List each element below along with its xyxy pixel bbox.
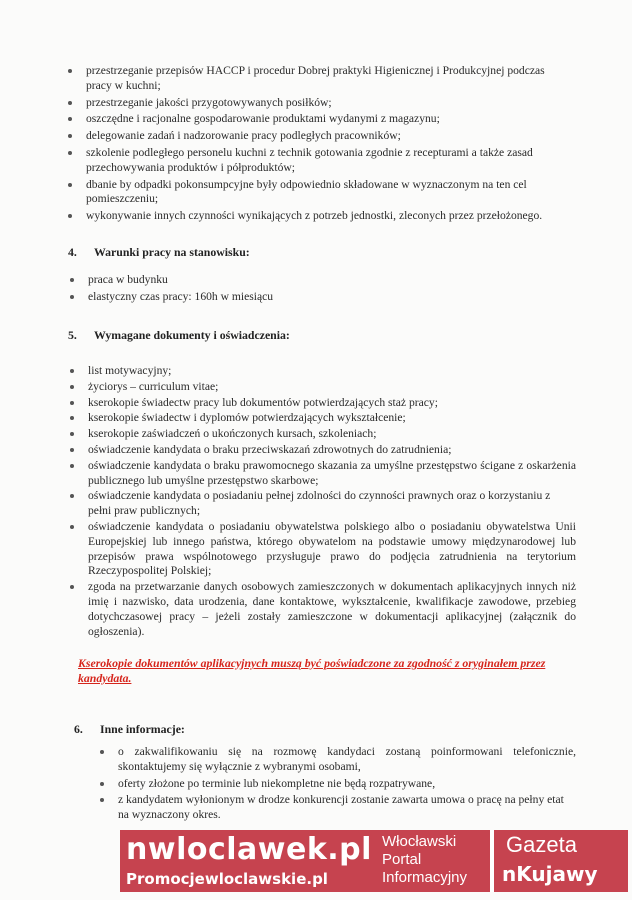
list-item	[68, 380, 576, 395]
list-item-text: kserokopie świadectw pracy lub dokumentów potwierdzających staż pracy;	[88, 395, 438, 409]
list-item	[68, 580, 576, 639]
list-item	[66, 178, 572, 208]
section-number: 4.	[68, 245, 77, 259]
bullet-icon	[68, 101, 72, 105]
list-item-text: z kandydatem wyłonionym w drodze konkurencji zostanie zawarta umowa o pracę na pełny etat na wyznaczony okres.	[118, 793, 564, 822]
bullet-icon	[70, 385, 74, 389]
list-item-text: życiorys – curriculum vitae;	[88, 379, 219, 393]
site-logo-text[interactable]: nwloclawek.pl	[126, 832, 372, 867]
list-item	[68, 396, 576, 411]
list-item-text: praca w budynku	[88, 273, 168, 286]
list-item-text: oświadczenie kandydata o posiadaniu pełnej zdolności do czynności prawnych oraz o korzystaniu z pełni praw publicznych;	[88, 489, 551, 518]
bullet-icon	[70, 464, 74, 468]
bullet-icon	[70, 278, 74, 282]
list-item-text: zgoda na przetwarzanie danych osobowych zamieszczonych w dokumentach aplikacyjnych innych niż imię i nazwisko, data urodzenia, dane kontaktowe, wykształcenie, kwalifikacje zawodowe, przebieg dotychczasowej pracy – jeżeli zostały zamieszczone w dokumentacji aplikacyjnej (załącznik do ogłoszenia).	[88, 580, 576, 638]
list-item-text: przestrzeganie jakości przygotowywanych posiłków;	[86, 95, 332, 109]
list-item	[68, 411, 576, 426]
bullet-icon	[70, 494, 74, 498]
section-5-heading	[68, 328, 290, 343]
bullet-icon	[68, 183, 72, 187]
list-item	[68, 364, 576, 379]
list-item	[98, 777, 576, 792]
bullet-icon	[70, 585, 74, 589]
bullet-icon	[70, 525, 74, 529]
list-item	[68, 489, 576, 519]
list-item-text: oferty złożone po terminie lub niekompletne nie będą rozpatrywane,	[118, 776, 436, 790]
list-item-text: przestrzeganie przepisów HACCP i procedur Dobrej praktyki Higienicznej i Produkcyjnej podczas pracy w kuchni;	[86, 64, 545, 92]
list-item	[98, 745, 576, 775]
work-conditions-list	[68, 273, 568, 305]
bullet-icon	[68, 117, 72, 121]
list-item	[66, 146, 572, 176]
list-item-text: oszczędne i racjonalne gospodarowanie produktami wydanymi z magazynu;	[86, 112, 440, 126]
list-item-text: oświadczenie kandydata o braku przeciwskazań zdrowotnych do zatrudnienia;	[88, 442, 452, 456]
footer-right-panel	[494, 830, 628, 892]
list-item-text: wykonywanie innych czynności wynikających z potrzeb jednostki, zleconych przez przełożonego.	[86, 209, 543, 223]
footer-banner	[120, 830, 628, 892]
certification-notice: Kserokopie dokumentów aplikacyjnych muszą być poświadczone za zgodność z oryginałem przez kandydata.	[78, 656, 546, 685]
bullet-icon	[70, 369, 74, 373]
bullet-icon	[70, 295, 74, 299]
list-item-text: delegowanie zadań i nadzorowanie pracy podległych pracowników;	[86, 129, 401, 143]
list-item	[68, 520, 576, 579]
list-item-text: o zakwalifikowaniu się na rozmowę kandydaci zostaną poinformowani telefonicznie, skontaktujemy się wyłącznie z wybranymi osobami,	[118, 745, 576, 773]
list-item	[66, 64, 572, 94]
list-item	[98, 793, 576, 823]
bullet-icon	[100, 798, 104, 802]
section-number: 6.	[74, 722, 83, 736]
portal-label: Włocławski Portal Informacyjny	[382, 833, 468, 886]
section-title: Inne informacje:	[100, 722, 185, 736]
kujawy-logo-text[interactable]: nKujawy	[502, 862, 598, 886]
list-item	[66, 209, 572, 224]
list-item-text: kserokopie zaświadczeń o ukończonych kursach, szkoleniach;	[88, 427, 377, 441]
bullet-icon	[70, 416, 74, 420]
list-item-text: oświadczenie kandydata o posiadaniu obywatelstwa polskiego albo o posiadaniu obywatelstwa Unii Europejskiej lub innego państwa, którego obywatelom na podstawie umowy międzynarodowej lub przepisów prawa wspólnotowego przysługuje prawo do podjęcia zatrudnienia na terytorium Rzeczypospolitej Polskiej;	[88, 519, 576, 578]
bullet-icon	[68, 134, 72, 138]
bullet-icon	[70, 401, 74, 405]
section-title: Warunki pracy na stanowisku:	[94, 245, 250, 259]
list-item-text: elastyczny czas pracy: 160h w miesiącu	[88, 289, 274, 303]
section-title: Wymagane dokumenty i oświadczenia:	[94, 328, 290, 342]
list-item	[68, 290, 568, 305]
list-item-text: list motywacyjny;	[88, 364, 172, 377]
footer-left-panel	[120, 830, 490, 892]
section-6-heading	[74, 722, 185, 737]
list-item	[66, 129, 572, 144]
bullet-icon	[100, 750, 104, 754]
duties-list	[66, 64, 572, 224]
list-item	[66, 112, 572, 127]
section-number: 5.	[68, 328, 77, 342]
list-item-text: dbanie by odpadki pokonsumpcyjne były odpowiednio składowane w wyznaczonym na ten cel pomieszczeniu;	[86, 177, 527, 206]
bullet-icon	[68, 214, 72, 218]
list-item	[66, 96, 572, 111]
gazeta-label: Gazeta	[506, 832, 577, 857]
list-item	[68, 443, 576, 458]
bullet-icon	[68, 69, 72, 73]
bullet-icon	[70, 448, 74, 452]
list-item-text: kserokopie świadectw i dyplomów potwierdzających wykształcenie;	[88, 411, 406, 425]
bullet-icon	[70, 432, 74, 436]
list-item	[68, 273, 568, 288]
promo-site-text[interactable]: Promocjewloclawskie.pl	[126, 870, 328, 888]
bullet-icon	[100, 782, 104, 786]
section-4-heading	[68, 245, 250, 260]
bullet-icon	[68, 151, 72, 155]
list-item	[68, 459, 576, 489]
list-item-text: szkolenie podległego personelu kuchni z technik gotowania zgodnie z recepturami a także zasad przechowywania produktów i półproduktów;	[86, 145, 533, 174]
list-item-text: oświadczenie kandydata o braku prawomocnego skazania za umyślne przestępstwo ścigane z oskarżenia publicznego lub umyślne przestępstwo skarbowe;	[88, 458, 576, 487]
other-info-list	[98, 745, 576, 823]
list-item	[68, 427, 576, 442]
required-documents-list	[68, 364, 576, 639]
